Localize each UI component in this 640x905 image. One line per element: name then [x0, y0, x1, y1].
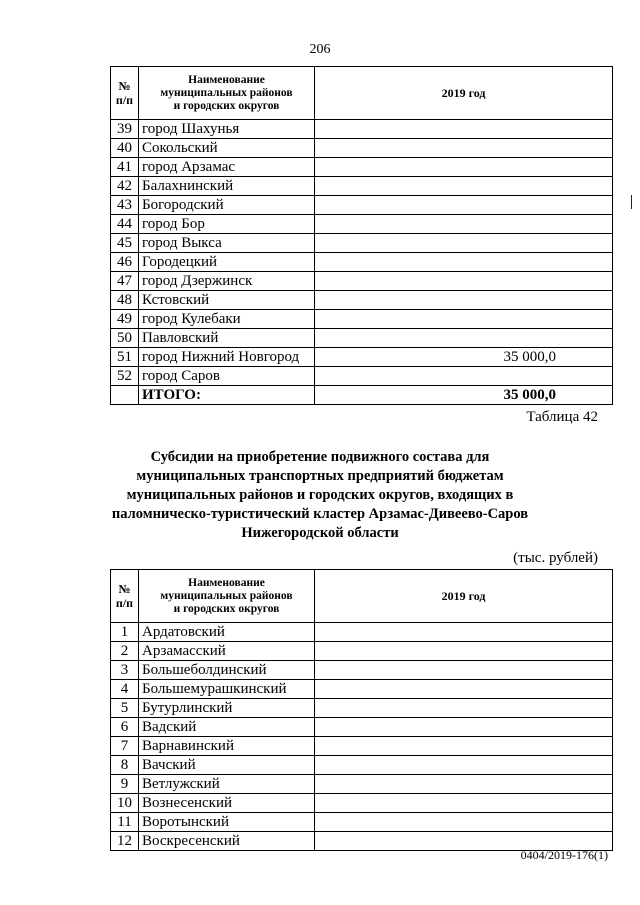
municipality-name: Городецкий: [139, 253, 315, 272]
municipality-name: город Нижний Новгород: [139, 348, 315, 367]
table-row: [111, 310, 613, 329]
row-value: [315, 158, 613, 177]
row-number: 43: [111, 196, 139, 215]
municipality-name: Вознесенский: [139, 794, 315, 813]
municipality-name: Богородский: [139, 196, 315, 215]
municipality-name: Балахнинский: [139, 177, 315, 196]
row-value: [315, 177, 613, 196]
table-row: [111, 623, 613, 642]
table-row: [111, 291, 613, 310]
table-title: Субсидии на приобретение подвижного состава для муниципальных транспортных предприятий бюджетам муниципальных районов и городских округов, входящих в паломническо-туристический кластер Арзамас-Дивеево-Саров Нижегородской области: [111, 449, 529, 541]
municipality-name: город Выкса: [139, 234, 315, 253]
table-row: [111, 737, 613, 756]
row-number: 8: [111, 756, 139, 775]
row-number: 7: [111, 737, 139, 756]
table-row: [111, 775, 613, 794]
table-row: [111, 177, 613, 196]
table-row: [111, 253, 613, 272]
header-year: 2019 год: [315, 67, 613, 120]
municipality-name: Большемурашкинский: [139, 680, 315, 699]
municipality-name: Сокольский: [139, 139, 315, 158]
row-number: 50: [111, 329, 139, 348]
municipality-name: Варнавинский: [139, 737, 315, 756]
row-number: 47: [111, 272, 139, 291]
municipality-name: город Арзамас: [139, 158, 315, 177]
row-value: [315, 120, 613, 139]
subsidy-table-42: [110, 569, 613, 851]
row-number: 3: [111, 661, 139, 680]
row-number: 11: [111, 813, 139, 832]
row-value: [315, 642, 613, 661]
table-row: [111, 272, 613, 291]
row-value: [315, 139, 613, 158]
table-row: [111, 661, 613, 680]
row-number: 42: [111, 177, 139, 196]
table-row: [111, 139, 613, 158]
municipality-name: город Саров: [139, 367, 315, 386]
municipality-name: Павловский: [139, 329, 315, 348]
row-value: [315, 661, 613, 680]
table-row: [111, 718, 613, 737]
row-value: [315, 310, 613, 329]
row-value: 35 000,0: [315, 348, 613, 367]
header-name: Наименование муниципальных районов и городских округов: [139, 67, 315, 120]
row-number: 49: [111, 310, 139, 329]
table-row: [111, 794, 613, 813]
row-value: [315, 680, 613, 699]
total-value: 35 000,0: [315, 386, 613, 405]
row-value: [315, 367, 613, 386]
row-value: [315, 756, 613, 775]
row-number: 12: [111, 832, 139, 851]
row-number: 39: [111, 120, 139, 139]
row-number: 46: [111, 253, 139, 272]
row-value: [315, 253, 613, 272]
total-num-cell: [111, 386, 139, 405]
table-row: [111, 158, 613, 177]
row-number: 40: [111, 139, 139, 158]
municipality-name: Большеболдинский: [139, 661, 315, 680]
municipality-name: Бутурлинский: [139, 699, 315, 718]
row-number: 51: [111, 348, 139, 367]
municipality-name: город Бор: [139, 215, 315, 234]
page-number: 206: [309, 42, 331, 57]
municipality-name: Воротынский: [139, 813, 315, 832]
row-value: [315, 215, 613, 234]
row-value: [315, 813, 613, 832]
row-value: [315, 794, 613, 813]
document-code: 0404/2019-176(1): [520, 848, 608, 862]
header-name: Наименование муниципальных районов и городских округов: [139, 570, 315, 623]
row-value: [315, 196, 613, 215]
table-row: [111, 699, 613, 718]
header-num: № п/п: [111, 570, 139, 623]
row-number: 45: [111, 234, 139, 253]
row-value: [315, 737, 613, 756]
table-row: [111, 196, 613, 215]
row-number: 52: [111, 367, 139, 386]
table-row: [111, 348, 613, 367]
row-number: 48: [111, 291, 139, 310]
row-number: 10: [111, 794, 139, 813]
municipality-name: Ветлужский: [139, 775, 315, 794]
table-row: [111, 234, 613, 253]
row-value: [315, 291, 613, 310]
table-row: [111, 215, 613, 234]
municipality-name: Ардатовский: [139, 623, 315, 642]
municipality-name: город Кулебаки: [139, 310, 315, 329]
row-number: 6: [111, 718, 139, 737]
municipality-name: город Шахунья: [139, 120, 315, 139]
total-row: [111, 386, 613, 405]
row-number: 4: [111, 680, 139, 699]
table-row: [111, 329, 613, 348]
table-header-row: [111, 570, 613, 623]
municipality-name: Кстовский: [139, 291, 315, 310]
row-number: 1: [111, 623, 139, 642]
total-label: ИТОГО:: [139, 386, 315, 405]
municipality-name: город Дзержинск: [139, 272, 315, 291]
units-label: (тыс. рублей): [513, 550, 598, 566]
municipality-name: Воскресенский: [139, 832, 315, 851]
row-value: [315, 699, 613, 718]
row-number: 2: [111, 642, 139, 661]
subsidy-table-continued: [110, 66, 613, 405]
table-row: [111, 120, 613, 139]
row-number: 44: [111, 215, 139, 234]
table-row: [111, 642, 613, 661]
row-number: 9: [111, 775, 139, 794]
municipality-name: Вадский: [139, 718, 315, 737]
row-value: [315, 623, 613, 642]
municipality-name: Арзамасский: [139, 642, 315, 661]
header-num: № п/п: [111, 67, 139, 120]
row-value: [315, 234, 613, 253]
municipality-name: Вачский: [139, 756, 315, 775]
table-row: [111, 813, 613, 832]
table-row: [111, 367, 613, 386]
header-year: 2019 год: [315, 570, 613, 623]
table-row: [111, 756, 613, 775]
row-value: [315, 329, 613, 348]
margin-mark: [631, 195, 632, 209]
table-header-row: [111, 67, 613, 120]
row-value: [315, 272, 613, 291]
row-number: 41: [111, 158, 139, 177]
table-label: Таблица 42: [526, 409, 598, 425]
row-number: 5: [111, 699, 139, 718]
row-value: [315, 718, 613, 737]
table-row: [111, 680, 613, 699]
row-value: [315, 775, 613, 794]
